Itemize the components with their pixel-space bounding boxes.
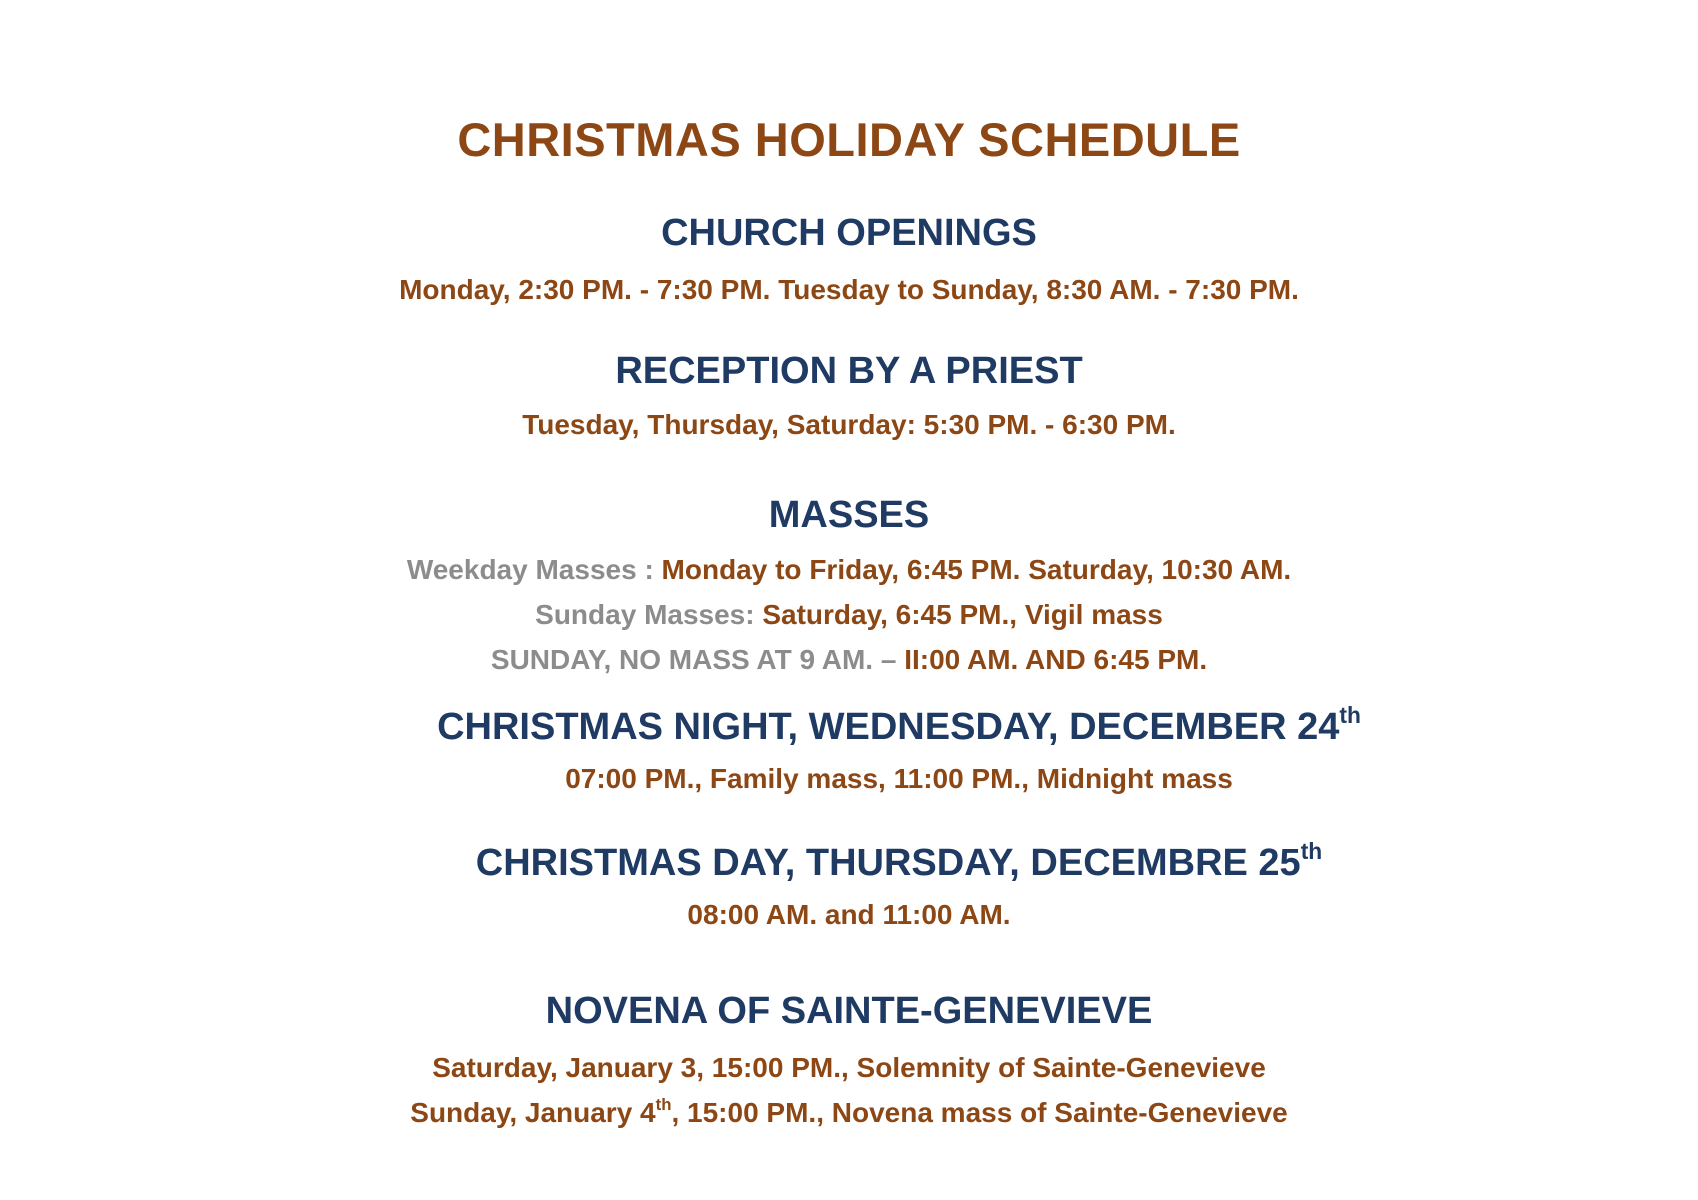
page-title: CHRISTMAS HOLIDAY SCHEDULE [457, 113, 1241, 166]
weekday-masses-line [0, 554, 1698, 586]
christmas-day-heading-text: CHRISTMAS DAY, THURSDAY, DECEMBRE 25 [475, 842, 1301, 884]
novena-heading: NOVENA OF SAINTE-GENEVIEVE [545, 990, 1153, 1032]
church-openings-hours: Monday, 2:30 PM. - 7:30 PM. Tuesday to Sunday, 8:30 AM. - 7:30 PM. [399, 274, 1299, 305]
sunday-masses-label: Sunday Masses: [535, 599, 763, 630]
weekday-masses-label: Weekday Masses : [406, 554, 662, 585]
sunday-masses-line [0, 599, 1698, 631]
church-openings-heading: CHURCH OPENINGS [661, 212, 1037, 254]
novena-line-2-post: , 15:00 PM., Novena mass of Sainte-Genevieve [671, 1097, 1288, 1128]
christmas-night-times: 07:00 PM., Family mass, 11:00 PM., Midnight mass [565, 763, 1233, 794]
christmas-night-heading-sup: th [1339, 702, 1361, 729]
weekday-masses-times: Monday to Friday, 6:45 PM. Saturday, 10:30 AM. [661, 554, 1292, 585]
novena-line-2-sup: th [655, 1095, 672, 1114]
reception-heading: RECEPTION BY A PRIEST [615, 350, 1083, 392]
sunday-note-line [0, 644, 1698, 676]
novena-line-2 [0, 1097, 1698, 1129]
novena-line-2-pre: Sunday, January 4 [410, 1097, 656, 1128]
reception-hours: Tuesday, Thursday, Saturday: 5:30 PM. - 6:30 PM. [522, 409, 1176, 440]
christmas-day-heading-sup: th [1300, 838, 1323, 865]
christmas-day-times: 08:00 AM. and 11:00 AM. [687, 899, 1011, 930]
christmas-night-heading [50, 702, 1698, 749]
christmas-night-heading-text: CHRISTMAS NIGHT, WEDNESDAY, DECEMBER 24 [437, 706, 1340, 748]
sunday-masses-times: Saturday, 6:45 PM., Vigil mass [762, 599, 1163, 630]
sunday-note-times: II:00 AM. AND 6:45 PM. [904, 644, 1208, 675]
novena-line-1: Saturday, January 3, 15:00 PM., Solemnity of Sainte-Genevieve [432, 1052, 1266, 1083]
masses-heading: MASSES [768, 494, 930, 536]
sunday-note: SUNDAY, NO MASS AT 9 AM. – [490, 644, 905, 675]
christmas-day-heading [50, 838, 1698, 885]
